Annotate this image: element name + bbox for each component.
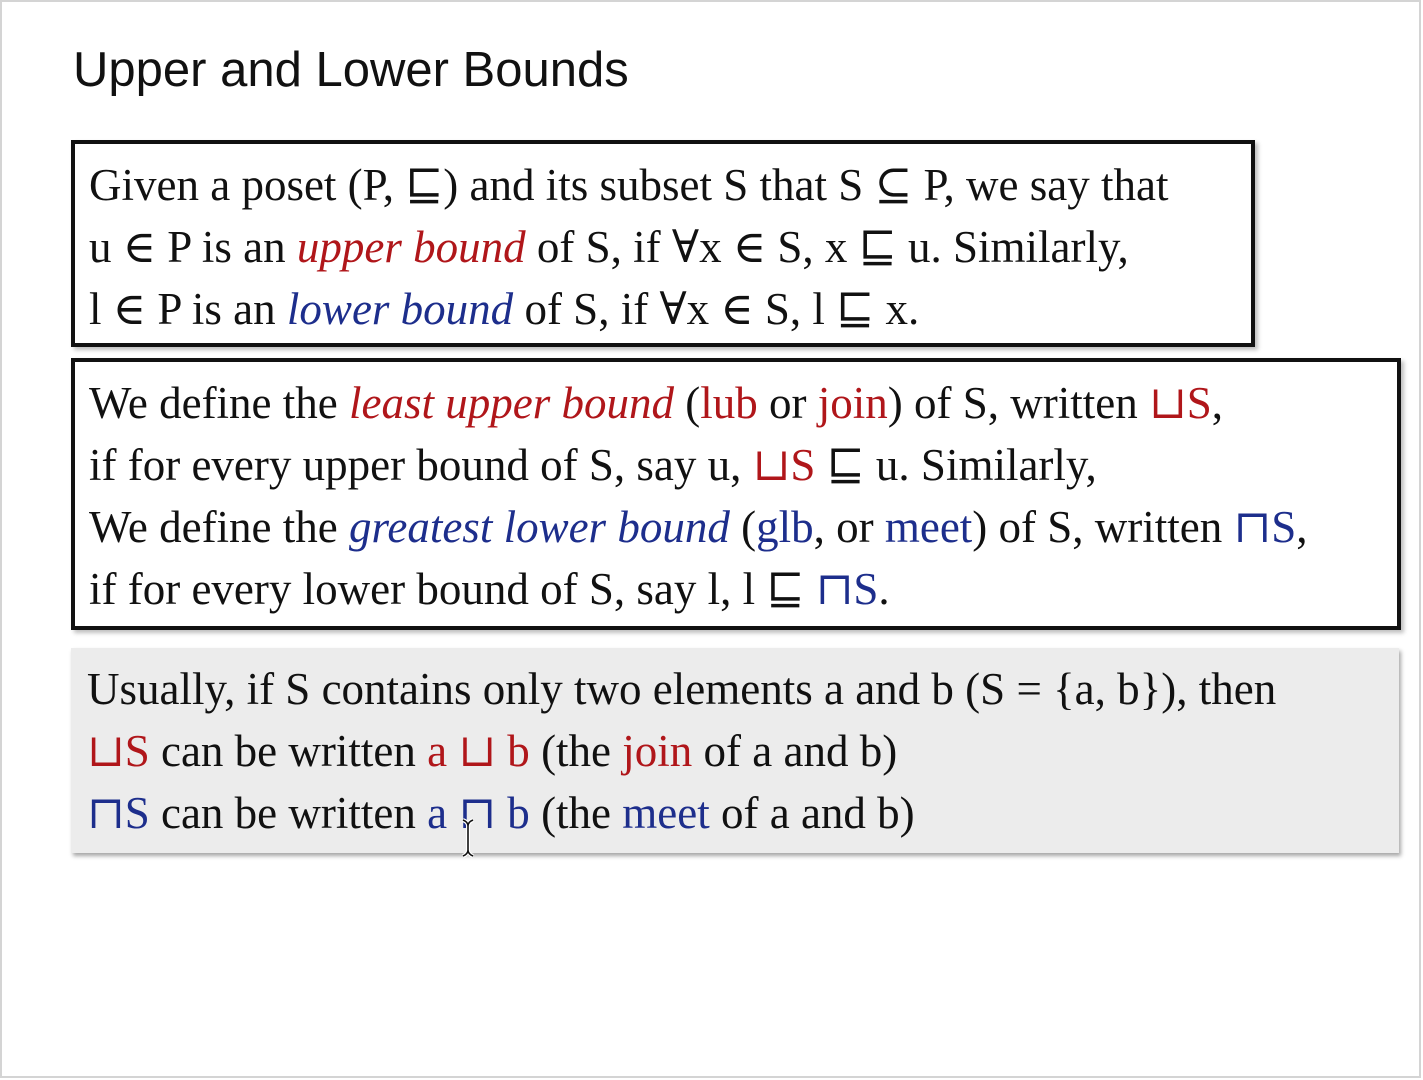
lub-line-2: if for every upper bound of S, say u, ⊔S ⊑ u. Similarly, xyxy=(89,440,1097,490)
upper-bound-term: upper bound xyxy=(296,222,526,272)
glb-line-2: if for every lower bound of S, say l, l ⊑ ⊓S. xyxy=(89,564,890,614)
join-symbol: ⊔S xyxy=(752,440,816,490)
greatest-lower-bound-term: greatest lower bound xyxy=(349,502,730,552)
meet-term: meet xyxy=(622,788,710,838)
note-line-1: Usually, if S contains only two elements a and b (S = {a, b}), then xyxy=(87,664,1277,714)
note-line-3: ⊓S can be written a ⊓ b (the meet of a and b) xyxy=(87,788,915,838)
meet-term: meet xyxy=(884,502,973,552)
join-expression: a ⊔ b xyxy=(427,726,530,776)
meet-symbol: ⊓S xyxy=(1233,502,1297,552)
bounds-line-3: l ∈ P is an lower bound of S, if ∀x ∈ S, l ⊑ x. xyxy=(89,284,920,334)
join-term: join xyxy=(622,726,693,776)
notation-note-box xyxy=(71,648,1399,853)
bounds-line-2: u ∈ P is an upper bound of S, if ∀x ∈ S, x ⊑ u. Similarly, xyxy=(89,222,1129,272)
join-term: join xyxy=(817,378,888,428)
least-upper-bound-term: least upper bound xyxy=(349,378,674,428)
join-symbol: ⊔S xyxy=(87,726,150,776)
lower-bound-term: lower bound xyxy=(286,284,514,334)
meet-expression: a ⊓ b xyxy=(427,788,530,838)
lub-line-1: We define the least upper bound (lub or join) of S, written ⊔S, xyxy=(89,378,1223,428)
glb-line-1: We define the greatest lower bound (glb, or meet) of S, written ⊓S, xyxy=(89,502,1308,552)
definition-bounds-box xyxy=(71,140,1255,347)
join-symbol: ⊔S xyxy=(1149,378,1212,428)
bounds-line-1: Given a poset (P, ⊑) and its subset S that S ⊆ P, we say that xyxy=(89,160,1169,210)
lub-term: lub xyxy=(700,378,758,428)
definition-lub-glb-box xyxy=(71,358,1401,630)
meet-symbol: ⊓S xyxy=(815,564,879,614)
text-cursor-icon xyxy=(460,818,476,858)
slide-title: Upper and Lower Bounds xyxy=(73,43,629,97)
glb-term: glb xyxy=(756,502,814,552)
meet-symbol: ⊓S xyxy=(87,788,150,838)
note-line-2: ⊔S can be written a ⊔ b (the join of a and b) xyxy=(87,726,898,776)
